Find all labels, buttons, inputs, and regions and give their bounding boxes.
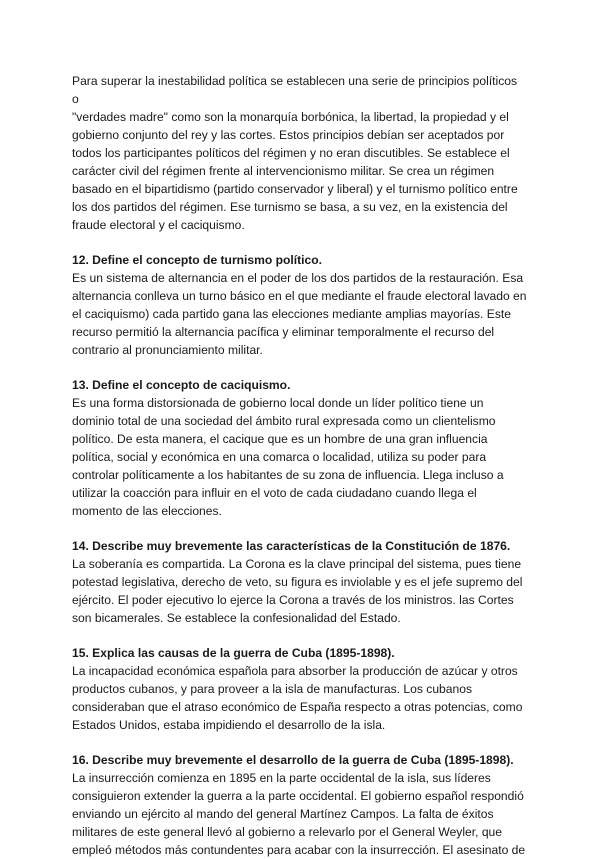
text-line: Es una forma distorsionada de gobierno local donde un líder político tiene un [72, 396, 484, 410]
paragraph-text [72, 72, 532, 234]
text-line: Para superar la inestabilidad política se establecen una serie de principios políticos [72, 74, 518, 88]
text-line: militares de este general llevó al gobierno a relevarlo por el General Weyler, que [72, 825, 503, 839]
text-line: empleó métodos más contundentes para acabar con la insurrección. El asesinato de [72, 843, 526, 857]
section-answer [72, 662, 532, 734]
section-15-causas-cuba [72, 644, 532, 734]
text-line: basado en el bipartidismo (partido conservador y liberal) y el turnismo político entre [72, 182, 518, 196]
section-14-constitucion [72, 537, 532, 627]
section-heading: 12. Define el concepto de turnismo político. [72, 253, 322, 267]
text-line: carácter civil del régimen frente al intervencionismo militar. Se crea un régimen [72, 164, 495, 178]
text-line: Es un sistema de alternancia en el poder de los dos partidos de la restauración. Esa [72, 271, 524, 285]
text-line: consideraban que el atraso económico de España respecto a otras potencias, como [72, 700, 523, 714]
section-16-desarrollo-cuba [72, 751, 532, 859]
section-heading: 14. Describe muy brevemente las características de la Constitución de 1876. [72, 539, 511, 553]
section-answer [72, 269, 532, 359]
text-line: La incapacidad económica española para absorber la producción de azúcar y otros [72, 664, 518, 678]
section-answer [72, 555, 532, 627]
section-heading: 16. Describe muy brevemente el desarrollo de la guerra de Cuba (1895-1898). [72, 753, 514, 767]
text-line: los dos partidos del régimen. Ese turnismo se basa, a su vez, en la existencia del [72, 200, 508, 214]
document-page [72, 72, 532, 859]
text-line: momento de las elecciones. [72, 504, 222, 518]
text-line: todos los participantes políticos del régimen y no eran discutibles. Se establece el [72, 146, 510, 160]
section-heading: 13. Define el concepto de caciquismo. [72, 378, 291, 392]
text-line: La soberanía es compartida. La Corona es la clave principal del sistema, pues tiene [72, 557, 522, 571]
text-line: enviando un ejército al mando del general Martínez Campos. La falta de éxitos [72, 807, 494, 821]
text-line: ejército. El poder ejecutivo lo ejerce la Corona a través de los ministros. las Cortes [72, 593, 514, 607]
text-line: potestad legislativa, derecho de veto, su figura es inviolable y es el jefe supremo del [72, 575, 523, 589]
text-line: fraude electoral y el caciquismo. [72, 218, 245, 232]
section-13-caciquismo [72, 376, 532, 520]
section-answer [72, 769, 532, 859]
text-line: Estados Unidos, estaba impidiendo el desarrollo de la isla. [72, 718, 386, 732]
text-line: alternancia conlleva un turno básico en el que mediante el fraude electoral lavado en [72, 289, 527, 303]
text-line: dominio total de una sociedad del ámbito rural expresada como un clientelismo [72, 414, 496, 428]
text-line: utilizar la coacción para influir en el voto de cada ciudadano cuando llega el [72, 486, 477, 500]
text-line: contrario al pronunciamiento militar. [72, 343, 263, 357]
text-line: "verdades madre" como son la monarquía borbónica, la libertad, la propiedad y el [72, 110, 509, 124]
text-line: o [72, 92, 79, 106]
text-line: productos cubanos, y para proveer a la isla de manufacturas. Los cubanos [72, 682, 473, 696]
section-12-turnismo [72, 251, 532, 359]
text-line: político. De esta manera, el cacique que es un hombre de una gran influencia [72, 432, 488, 446]
text-line: son bicamerales. Se establece la confesionalidad del Estado. [72, 611, 401, 625]
section-answer [72, 394, 532, 520]
text-line: gobierno conjunto del rey y las cortes. Estos principios debían ser aceptados por [72, 128, 505, 142]
intro-paragraph [72, 72, 532, 234]
text-line: controlar políticamente a los habitantes de su zona de influencia. Llega incluso a [72, 468, 504, 482]
text-line: recurso permitió la alternancia pacífica y eliminar temporalmente el recurso del [72, 325, 495, 339]
text-line: el caciquismo) cada partido gana las elecciones mediante amplias mayorías. Este [72, 307, 511, 321]
text-line: política, social y económica en una comarca o localidad, utiliza su poder para [72, 450, 487, 464]
section-heading: 15. Explica las causas de la guerra de Cuba (1895-1898). [72, 646, 395, 660]
text-line: consiguieron extender la guerra a la parte occidental. El gobierno español respondió [72, 789, 524, 803]
text-line: La insurrección comienza en 1895 en la parte occidental de la isla, sus líderes [72, 771, 491, 785]
